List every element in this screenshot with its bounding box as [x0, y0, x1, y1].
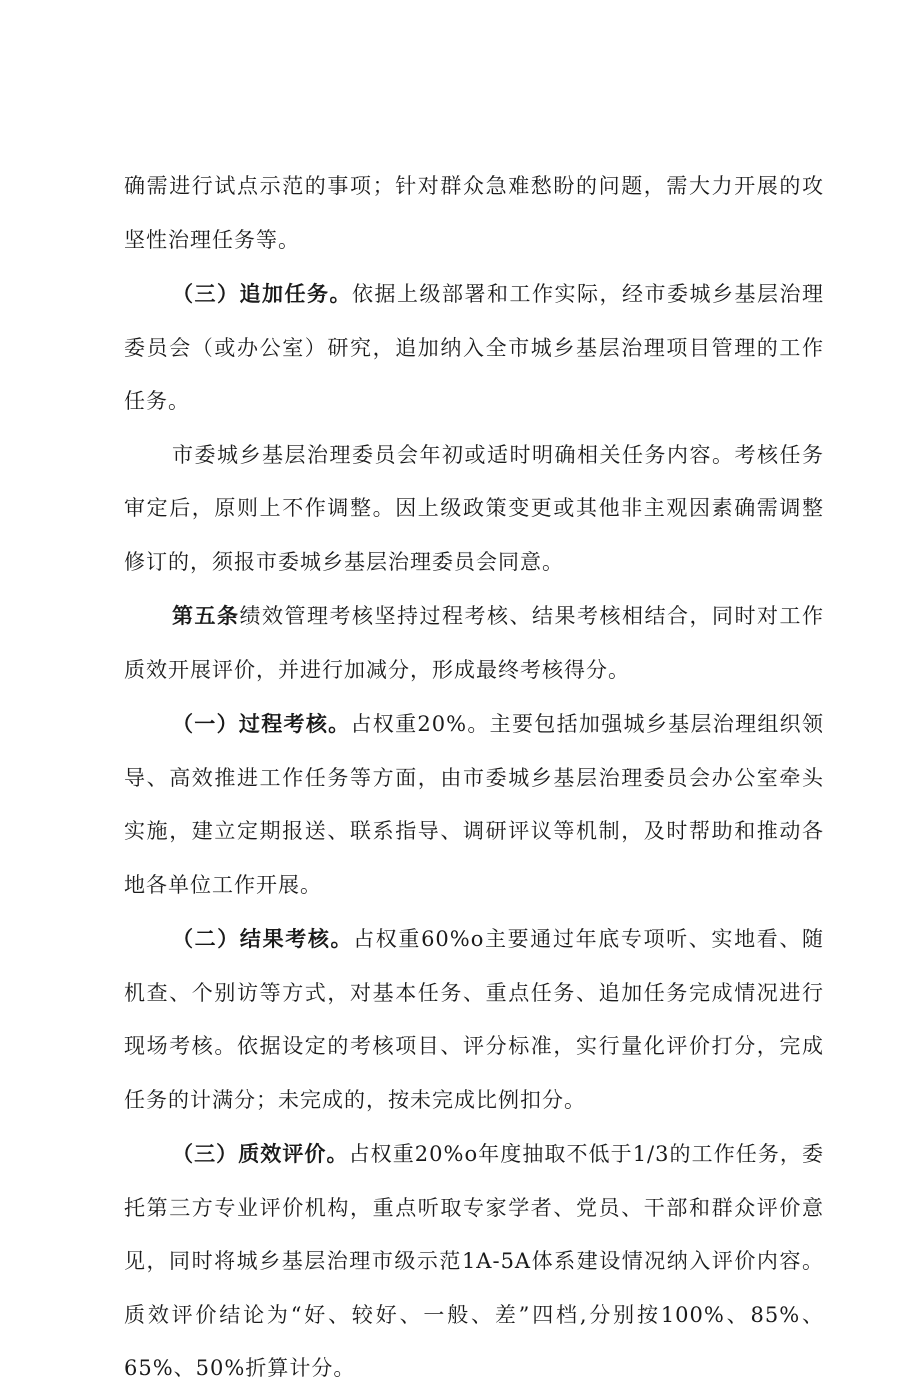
paragraph-text: 依据上级部署和工作实际，经市委城乡基层治理委员会（或办公室）研究，追加纳入全市城乡基层治理项目管理的工作任务。	[124, 282, 824, 413]
paragraph-additional-tasks	[124, 267, 824, 429]
document-page	[124, 160, 824, 1396]
paragraph-continuation	[124, 160, 824, 267]
paragraph-result-assessment	[124, 912, 824, 1127]
paragraph-text: 占权重60%o主要通过年底专项听、实地看、随机查、个别访等方式，对基本任务、重点任务、追加任务完成情况进行现场考核。依据设定的考核项目、评分标准，实行量化评价打分，完成任务的计满分；未完成的，按未完成比例扣分。	[124, 927, 824, 1112]
paragraph-heading: （三）追加任务。	[172, 281, 352, 306]
paragraph-heading: （二）结果考核。	[172, 926, 354, 951]
paragraph-process-assessment	[124, 697, 824, 912]
paragraph-heading: （三）质效评价。	[172, 1141, 349, 1166]
paragraph-text: 占权重20%。主要包括加强城乡基层治理组织领导、高效推进工作任务等方面，由市委城乡基层治理委员会办公室牵头实施，建立定期报送、联系指导、调研评议等机制，及时帮助和推动各地各单位工作开展。	[124, 712, 824, 897]
paragraph-text: 占权重20%o年度抽取不低于1/3的工作任务，委托第三方专业评价机构，重点听取专家学者、党员、干部和群众评价意见，同时将城乡基层治理市级示范1A-5A体系建设情况纳入评价内容。质效评价结论为“好、较好、一般、差”四档,分别按100%、85%、65%、50%折算计分。	[124, 1142, 824, 1380]
paragraph-heading: （一）过程考核。	[172, 711, 351, 736]
paragraph-quality-evaluation	[124, 1127, 824, 1396]
paragraph-task-confirmation	[124, 429, 824, 590]
paragraph-text: 确需进行试点示范的事项；针对群众急难愁盼的问题，需大力开展的攻坚性治理任务等。	[124, 174, 824, 252]
paragraph-article-five	[124, 589, 824, 697]
article-heading: 第五条	[172, 603, 240, 628]
paragraph-text: 绩效管理考核坚持过程考核、结果考核相结合，同时对工作质效开展评价，并进行加减分，形成最终考核得分。	[124, 604, 824, 682]
paragraph-text: 市委城乡基层治理委员会年初或适时明确相关任务内容。考核任务审定后，原则上不作调整。因上级政策变更或其他非主观因素确需调整修订的，须报市委城乡基层治理委员会同意。	[124, 442, 824, 574]
